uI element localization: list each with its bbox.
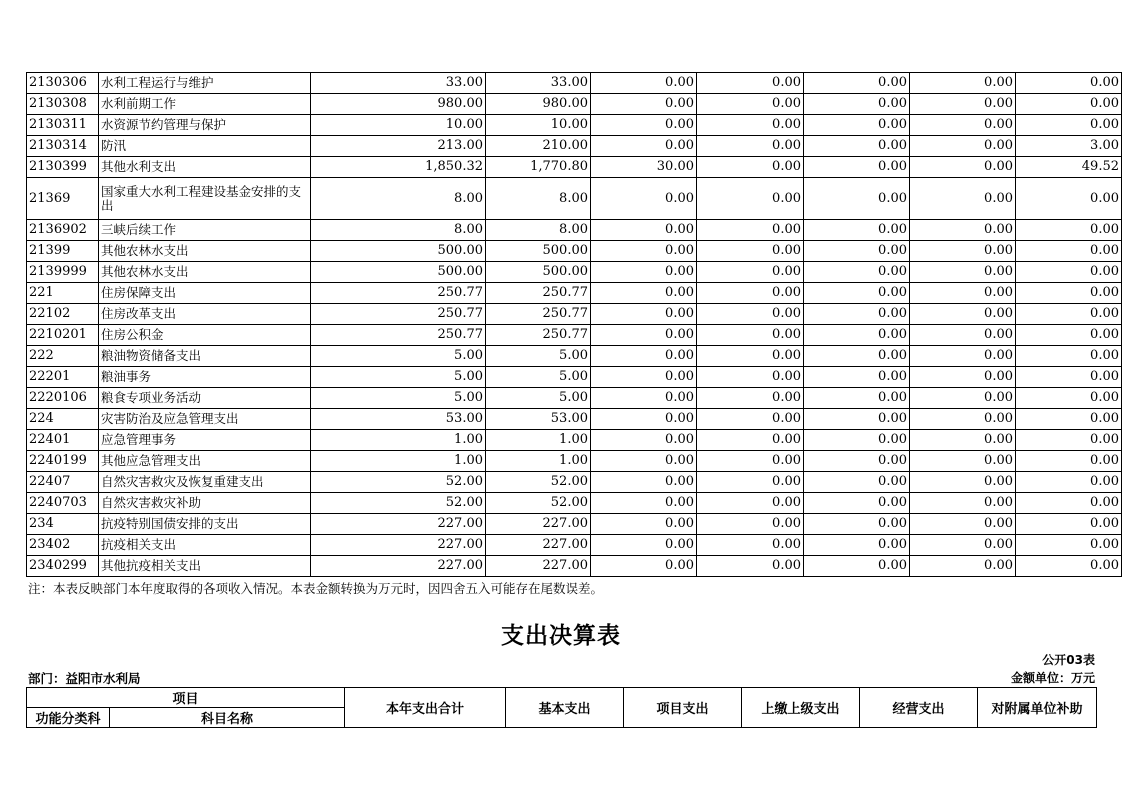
subject-code: 2130308 <box>27 94 99 115</box>
subject-name: 粮食专项业务活动 <box>99 388 311 409</box>
income-table <box>26 72 1122 577</box>
amount-cell: 250.77 <box>311 283 486 304</box>
amount-cell: 0.00 <box>1016 304 1122 325</box>
amount-cell: 227.00 <box>311 535 486 556</box>
amount-cell: 0.00 <box>804 346 910 367</box>
amount-cell: 227.00 <box>486 556 591 577</box>
table-row <box>27 115 1122 136</box>
header-upper: 上缴上级支出 <box>742 688 860 728</box>
amount-cell: 0.00 <box>804 220 910 241</box>
subject-code: 2130306 <box>27 73 99 94</box>
subject-name: 住房保障支出 <box>99 283 311 304</box>
amount-cell: 0.00 <box>697 472 804 493</box>
subject-name: 住房改革支出 <box>99 304 311 325</box>
subject-name: 其他水利支出 <box>99 157 311 178</box>
amount-cell: 500.00 <box>311 262 486 283</box>
amount-cell: 0.00 <box>804 388 910 409</box>
amount-cell: 0.00 <box>1016 220 1122 241</box>
subject-name: 其他应急管理支出 <box>99 451 311 472</box>
amount-cell: 8.00 <box>486 178 591 220</box>
amount-cell: 5.00 <box>486 367 591 388</box>
subject-code: 234 <box>27 514 99 535</box>
subject-name: 应急管理事务 <box>99 430 311 451</box>
subject-code: 22201 <box>27 367 99 388</box>
subject-code: 22102 <box>27 304 99 325</box>
amount-cell: 0.00 <box>910 493 1016 514</box>
subject-code: 22407 <box>27 472 99 493</box>
amount-cell: 8.00 <box>311 178 486 220</box>
amount-cell: 500.00 <box>486 241 591 262</box>
table-note: 注：本表反映部门本年度取得的各项收入情况。本表金额转换为万元时，因四舍五入可能存在尾数误差。 <box>28 581 604 596</box>
amount-cell: 0.00 <box>804 451 910 472</box>
subject-code: 2130314 <box>27 136 99 157</box>
amount-cell: 0.00 <box>1016 94 1122 115</box>
amount-cell: 227.00 <box>311 514 486 535</box>
amount-cell: 0.00 <box>804 409 910 430</box>
amount-cell: 0.00 <box>910 409 1016 430</box>
amount-cell: 53.00 <box>311 409 486 430</box>
header-total: 本年支出合计 <box>345 688 506 728</box>
header-business: 经营支出 <box>860 688 978 728</box>
subject-name: 三峡后续工作 <box>99 220 311 241</box>
amount-cell: 0.00 <box>591 346 697 367</box>
amount-cell: 5.00 <box>311 346 486 367</box>
subject-name: 其他农林水支出 <box>99 262 311 283</box>
amount-cell: 0.00 <box>591 73 697 94</box>
amount-cell: 0.00 <box>804 136 910 157</box>
amount-cell: 0.00 <box>1016 514 1122 535</box>
amount-cell: 0.00 <box>591 325 697 346</box>
amount-cell: 0.00 <box>804 430 910 451</box>
table-row <box>27 304 1122 325</box>
amount-cell: 1.00 <box>486 430 591 451</box>
table-row <box>27 514 1122 535</box>
header-project: 项目支出 <box>624 688 742 728</box>
amount-cell: 0.00 <box>910 94 1016 115</box>
amount-cell: 52.00 <box>311 493 486 514</box>
amount-cell: 8.00 <box>311 220 486 241</box>
amount-cell: 0.00 <box>1016 472 1122 493</box>
amount-cell: 0.00 <box>910 220 1016 241</box>
amount-cell: 0.00 <box>697 409 804 430</box>
table-row <box>27 451 1122 472</box>
amount-cell: 0.00 <box>804 472 910 493</box>
amount-cell: 3.00 <box>1016 136 1122 157</box>
amount-cell: 0.00 <box>910 325 1016 346</box>
subject-name: 住房公积金 <box>99 325 311 346</box>
amount-cell: 500.00 <box>311 241 486 262</box>
amount-cell: 0.00 <box>1016 535 1122 556</box>
amount-cell: 0.00 <box>1016 262 1122 283</box>
subject-name: 防汛 <box>99 136 311 157</box>
amount-cell: 227.00 <box>486 535 591 556</box>
amount-cell: 0.00 <box>1016 493 1122 514</box>
table-row <box>27 136 1122 157</box>
amount-cell: 0.00 <box>1016 73 1122 94</box>
amount-cell: 0.00 <box>910 136 1016 157</box>
subject-code: 2139999 <box>27 262 99 283</box>
amount-cell: 0.00 <box>910 535 1016 556</box>
subject-code: 2340299 <box>27 556 99 577</box>
subject-code: 2130399 <box>27 157 99 178</box>
subject-code: 2210201 <box>27 325 99 346</box>
amount-cell: 0.00 <box>804 94 910 115</box>
header-item: 项目 <box>27 688 345 708</box>
subject-name: 水利前期工作 <box>99 94 311 115</box>
amount-cell: 0.00 <box>697 346 804 367</box>
amount-cell: 250.77 <box>311 304 486 325</box>
amount-cell: 250.77 <box>486 325 591 346</box>
amount-cell: 0.00 <box>697 220 804 241</box>
amount-cell: 0.00 <box>591 304 697 325</box>
amount-cell: 0.00 <box>591 136 697 157</box>
amount-cell: 980.00 <box>311 94 486 115</box>
amount-cell: 0.00 <box>591 115 697 136</box>
table-row <box>27 157 1122 178</box>
amount-cell: 0.00 <box>697 94 804 115</box>
amount-cell: 0.00 <box>697 430 804 451</box>
amount-cell: 0.00 <box>697 304 804 325</box>
department-label: 部门：益阳市水利局 <box>28 671 141 686</box>
table-row <box>27 325 1122 346</box>
table-row <box>27 73 1122 94</box>
amount-cell: 49.52 <box>1016 157 1122 178</box>
header-subsidiary: 对附属单位补助 <box>978 688 1097 728</box>
amount-cell: 0.00 <box>697 514 804 535</box>
amount-cell: 0.00 <box>1016 556 1122 577</box>
amount-cell: 0.00 <box>1016 388 1122 409</box>
amount-cell: 0.00 <box>697 115 804 136</box>
amount-cell: 1,770.80 <box>486 157 591 178</box>
table-row <box>27 409 1122 430</box>
subject-name: 国家重大水利工程建设基金安排的支出 <box>99 178 311 220</box>
amount-cell: 0.00 <box>1016 430 1122 451</box>
amount-cell: 0.00 <box>1016 178 1122 220</box>
amount-cell: 0.00 <box>697 325 804 346</box>
amount-cell: 0.00 <box>804 493 910 514</box>
subject-name: 水资源节约管理与保护 <box>99 115 311 136</box>
amount-cell: 0.00 <box>591 94 697 115</box>
amount-cell: 500.00 <box>486 262 591 283</box>
subject-name: 水利工程运行与维护 <box>99 73 311 94</box>
amount-cell: 0.00 <box>910 304 1016 325</box>
amount-cell: 8.00 <box>486 220 591 241</box>
amount-cell: 0.00 <box>591 472 697 493</box>
amount-cell: 0.00 <box>804 325 910 346</box>
amount-cell: 213.00 <box>311 136 486 157</box>
amount-cell: 0.00 <box>697 367 804 388</box>
amount-cell: 0.00 <box>910 115 1016 136</box>
subject-code: 22401 <box>27 430 99 451</box>
amount-cell: 0.00 <box>697 493 804 514</box>
amount-cell: 30.00 <box>591 157 697 178</box>
amount-cell: 0.00 <box>910 178 1016 220</box>
amount-cell: 0.00 <box>697 241 804 262</box>
amount-cell: 0.00 <box>1016 115 1122 136</box>
amount-cell: 0.00 <box>804 241 910 262</box>
amount-cell: 0.00 <box>1016 451 1122 472</box>
table-row <box>27 388 1122 409</box>
amount-cell: 0.00 <box>804 73 910 94</box>
amount-cell: 250.77 <box>486 304 591 325</box>
amount-cell: 0.00 <box>1016 283 1122 304</box>
table-row <box>27 283 1122 304</box>
table-row <box>27 220 1122 241</box>
table-row <box>27 493 1122 514</box>
amount-cell: 227.00 <box>311 556 486 577</box>
amount-cell: 10.00 <box>311 115 486 136</box>
amount-cell: 1,850.32 <box>311 157 486 178</box>
subject-code: 2240199 <box>27 451 99 472</box>
amount-cell: 0.00 <box>910 241 1016 262</box>
amount-cell: 5.00 <box>311 367 486 388</box>
amount-cell: 0.00 <box>804 367 910 388</box>
amount-cell: 0.00 <box>591 535 697 556</box>
page-title: 支出决算表 <box>501 623 621 649</box>
table-row <box>27 472 1122 493</box>
header-basic: 基本支出 <box>506 688 624 728</box>
amount-cell: 0.00 <box>804 556 910 577</box>
amount-cell: 52.00 <box>311 472 486 493</box>
amount-cell: 33.00 <box>486 73 591 94</box>
amount-cell: 10.00 <box>486 115 591 136</box>
amount-cell: 0.00 <box>591 430 697 451</box>
amount-cell: 0.00 <box>804 514 910 535</box>
amount-cell: 0.00 <box>591 283 697 304</box>
amount-cell: 0.00 <box>1016 367 1122 388</box>
table-row <box>27 346 1122 367</box>
amount-cell: 0.00 <box>804 304 910 325</box>
amount-cell: 5.00 <box>311 388 486 409</box>
subject-name: 其他农林水支出 <box>99 241 311 262</box>
subject-name: 自然灾害救灾补助 <box>99 493 311 514</box>
amount-cell: 0.00 <box>697 73 804 94</box>
amount-cell: 0.00 <box>697 262 804 283</box>
subject-name: 其他抗疫相关支出 <box>99 556 311 577</box>
amount-cell: 0.00 <box>910 283 1016 304</box>
amount-cell: 0.00 <box>697 556 804 577</box>
table-row <box>27 262 1122 283</box>
amount-cell: 250.77 <box>311 325 486 346</box>
amount-cell: 0.00 <box>910 157 1016 178</box>
table-row <box>27 430 1122 451</box>
subject-code: 2136902 <box>27 220 99 241</box>
amount-cell: 5.00 <box>486 388 591 409</box>
amount-cell: 0.00 <box>697 283 804 304</box>
table-row <box>27 241 1122 262</box>
amount-cell: 1.00 <box>311 451 486 472</box>
amount-cell: 0.00 <box>804 178 910 220</box>
amount-cell: 0.00 <box>697 178 804 220</box>
amount-cell: 0.00 <box>910 451 1016 472</box>
amount-cell: 0.00 <box>697 451 804 472</box>
amount-cell: 0.00 <box>910 388 1016 409</box>
expense-table-header <box>26 687 1097 728</box>
amount-cell: 0.00 <box>591 178 697 220</box>
subject-name: 粮油物资储备支出 <box>99 346 311 367</box>
amount-cell: 0.00 <box>910 367 1016 388</box>
amount-cell: 0.00 <box>804 283 910 304</box>
amount-cell: 0.00 <box>910 430 1016 451</box>
amount-cell: 0.00 <box>1016 409 1122 430</box>
table-row <box>27 94 1122 115</box>
subject-name: 灾害防治及应急管理支出 <box>99 409 311 430</box>
subject-code: 21369 <box>27 178 99 220</box>
income-table-body <box>27 73 1122 577</box>
amount-cell: 0.00 <box>591 262 697 283</box>
amount-cell: 0.00 <box>591 220 697 241</box>
amount-cell: 980.00 <box>486 94 591 115</box>
subject-code: 222 <box>27 346 99 367</box>
amount-cell: 0.00 <box>910 514 1016 535</box>
subject-code: 2130311 <box>27 115 99 136</box>
amount-cell: 5.00 <box>486 346 591 367</box>
subject-code: 224 <box>27 409 99 430</box>
table-row <box>27 556 1122 577</box>
subject-code: 23402 <box>27 535 99 556</box>
amount-cell: 250.77 <box>486 283 591 304</box>
amount-cell: 52.00 <box>486 472 591 493</box>
amount-cell: 0.00 <box>1016 346 1122 367</box>
amount-cell: 0.00 <box>910 346 1016 367</box>
subject-name: 粮油事务 <box>99 367 311 388</box>
subject-name: 抗疫特别国债安排的支出 <box>99 514 311 535</box>
amount-cell: 0.00 <box>591 556 697 577</box>
amount-unit: 金额单位：万元 <box>1010 671 1095 685</box>
amount-cell: 0.00 <box>910 556 1016 577</box>
amount-cell: 0.00 <box>591 451 697 472</box>
subject-code: 221 <box>27 283 99 304</box>
amount-cell: 53.00 <box>486 409 591 430</box>
amount-cell: 0.00 <box>697 136 804 157</box>
amount-cell: 0.00 <box>591 409 697 430</box>
subject-name: 抗疫相关支出 <box>99 535 311 556</box>
subject-code: 21399 <box>27 241 99 262</box>
amount-cell: 0.00 <box>804 262 910 283</box>
amount-cell: 0.00 <box>910 472 1016 493</box>
amount-cell: 210.00 <box>486 136 591 157</box>
header-func-class: 功能分类科 <box>27 708 110 728</box>
amount-cell: 0.00 <box>1016 325 1122 346</box>
header-subject-name: 科目名称 <box>110 708 345 728</box>
subject-code: 2240703 <box>27 493 99 514</box>
amount-cell: 33.00 <box>311 73 486 94</box>
amount-cell: 0.00 <box>697 535 804 556</box>
amount-cell: 0.00 <box>910 73 1016 94</box>
table-row <box>27 178 1122 220</box>
amount-cell: 0.00 <box>591 388 697 409</box>
subject-name: 自然灾害救灾及恢复重建支出 <box>99 472 311 493</box>
amount-cell: 52.00 <box>486 493 591 514</box>
table-row <box>27 367 1122 388</box>
table-number: 公开03表 <box>1042 653 1095 667</box>
amount-cell: 0.00 <box>591 514 697 535</box>
amount-cell: 0.00 <box>910 262 1016 283</box>
amount-cell: 0.00 <box>804 535 910 556</box>
amount-cell: 0.00 <box>591 367 697 388</box>
amount-cell: 0.00 <box>804 115 910 136</box>
amount-cell: 1.00 <box>486 451 591 472</box>
amount-cell: 0.00 <box>697 388 804 409</box>
subject-code: 2220106 <box>27 388 99 409</box>
amount-cell: 0.00 <box>591 241 697 262</box>
amount-cell: 227.00 <box>486 514 591 535</box>
amount-cell: 0.00 <box>697 157 804 178</box>
amount-cell: 0.00 <box>1016 241 1122 262</box>
table-row <box>27 535 1122 556</box>
amount-cell: 0.00 <box>591 493 697 514</box>
amount-cell: 0.00 <box>804 157 910 178</box>
amount-cell: 1.00 <box>311 430 486 451</box>
